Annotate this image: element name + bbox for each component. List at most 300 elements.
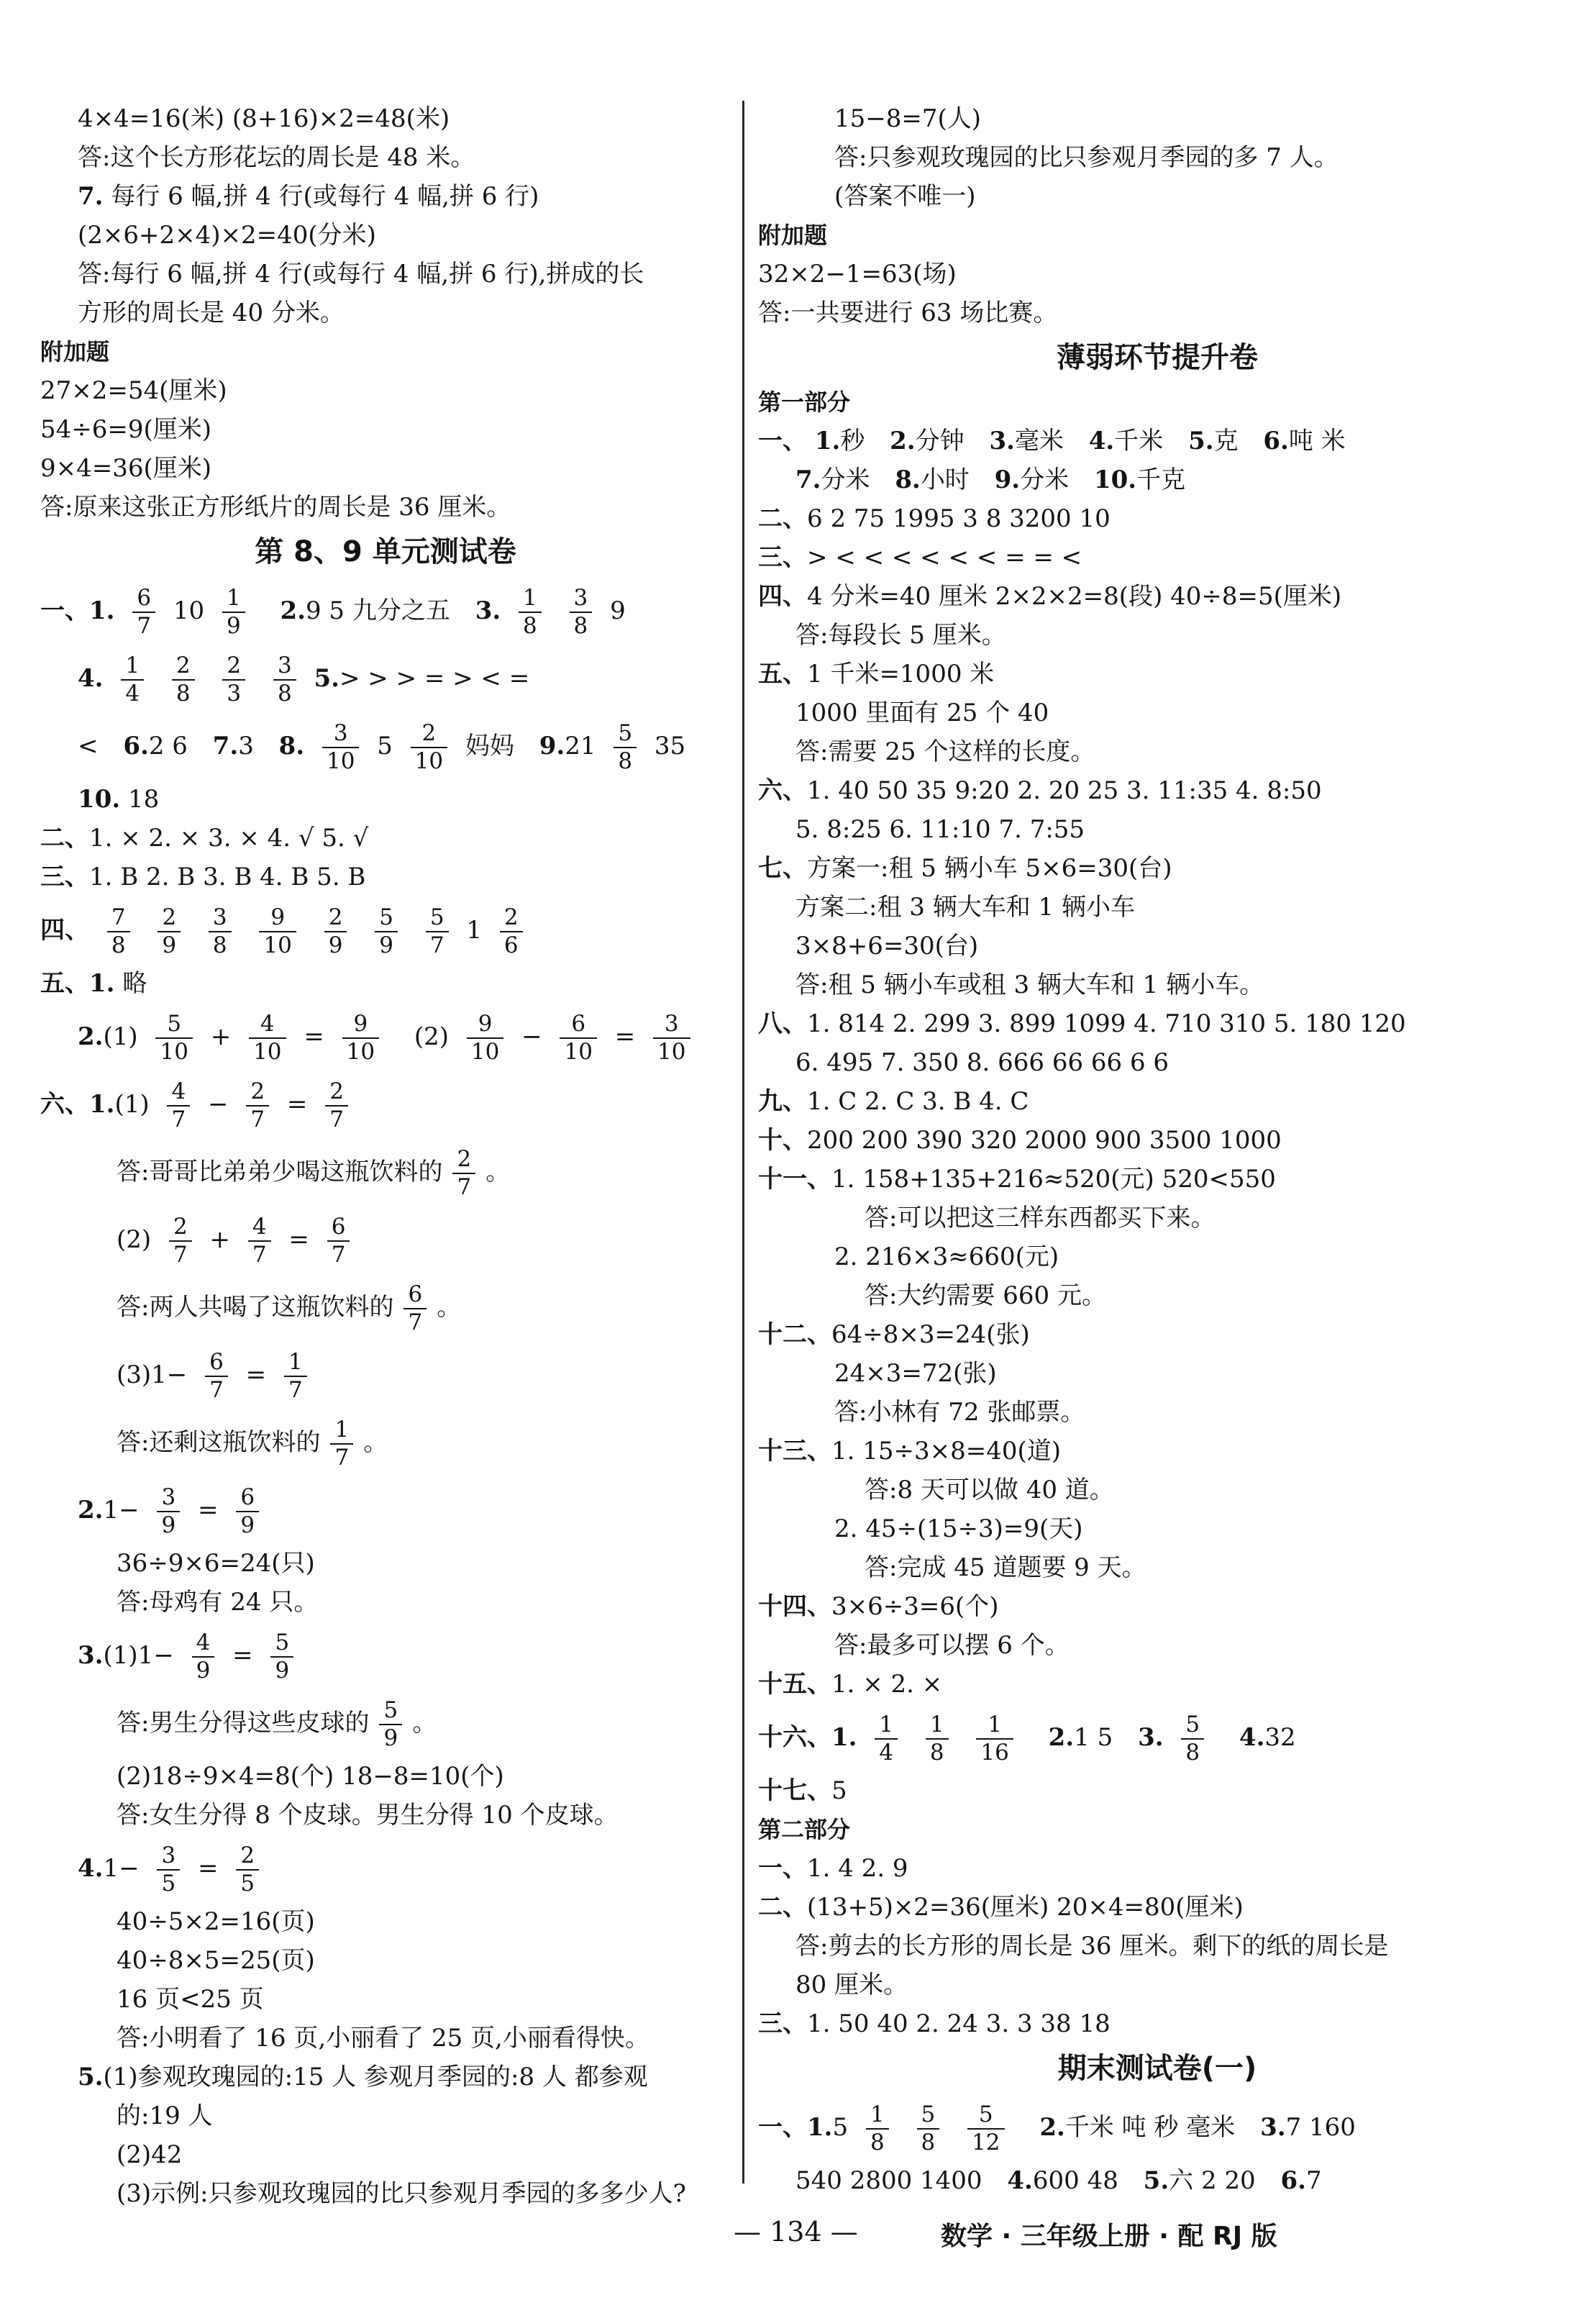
value: 9 — [610, 596, 626, 625]
section-title: 期末测试卷(一) — [1057, 2052, 1257, 2085]
text-line: 3×8+6=30(台) — [795, 932, 979, 960]
item-number: 3. — [475, 596, 501, 625]
text-line: (答案不唯一) — [834, 182, 976, 211]
item-number: 2. — [78, 1496, 104, 1525]
part-label: 八、 — [758, 1009, 807, 1038]
fraction: $\frac{7}{8}$ — [107, 907, 130, 957]
value: 1. 4 2. 9 — [807, 1854, 908, 1883]
value: 克 — [1213, 427, 1239, 455]
item-number: 2. — [280, 596, 306, 625]
punctuation: 。 — [485, 1158, 511, 1186]
left-column — [40, 99, 731, 2213]
text-line: 方形的周长是 40 分米。 — [78, 299, 345, 327]
fraction: $\frac{1}{4}$ — [875, 1714, 898, 1764]
operator: − — [119, 1496, 140, 1525]
fraction: $\frac{3}{8}$ — [273, 655, 296, 705]
answer-line — [40, 896, 731, 964]
answer-text: 答:两人共喝了这瓶饮料的 — [117, 1293, 394, 1322]
part-label: 三、 — [758, 2009, 807, 2038]
answer-line — [40, 1476, 731, 1544]
part-label: 七、 — [758, 854, 807, 883]
answer-line — [758, 1315, 1556, 1354]
text-line: 80 厘米。 — [795, 1971, 908, 1999]
value: 18 — [127, 785, 160, 814]
item-number: 1. — [89, 1090, 115, 1119]
text-line: 1000 里面有 25 个 40 — [795, 699, 1049, 727]
fraction: $\frac{3}{10}$ — [322, 722, 359, 773]
part-label: 六、 — [40, 1090, 89, 1119]
fraction: $\frac{2}{5}$ — [236, 1845, 259, 1895]
answer-line — [758, 422, 1556, 460]
value: 1. 814 2. 299 3. 899 1099 4. 710 310 5. 180 120 — [807, 1009, 1406, 1038]
part-label: 二、 — [758, 504, 807, 533]
item-number: 1. — [807, 2113, 833, 2142]
part-label: 一、 — [40, 596, 89, 625]
text-line: 54÷6=9(厘米) — [40, 415, 212, 444]
fraction: $\frac{2}{7}$ — [325, 1081, 348, 1131]
page-number: — 134 — — [734, 2216, 858, 2248]
value: 1. × 2. × 3. × 4. √ 5. √ — [89, 824, 369, 853]
part-label: 九、 — [758, 1087, 807, 1116]
item-number: 2. — [1039, 2113, 1065, 2142]
operator: − — [153, 1641, 174, 1670]
fraction: $\frac{4}{7}$ — [248, 1216, 271, 1266]
item-number: 2. — [1048, 1723, 1075, 1752]
value: 3×6÷3=6(个) — [831, 1592, 999, 1621]
fraction: $\frac{3}{5}$ — [157, 1845, 180, 1895]
answer-line — [40, 1689, 731, 1757]
answer-line — [758, 1888, 1556, 1927]
text-line: (2×6+2×4)×2=40(分米) — [78, 221, 376, 250]
text-line: 的:19 人 — [117, 2102, 213, 2130]
fraction: $\frac{2}{10}$ — [411, 722, 447, 773]
operator: = — [304, 1022, 324, 1051]
answer-line — [758, 538, 1556, 577]
answer-line — [758, 577, 1556, 616]
part-label: 十五、 — [758, 1670, 831, 1699]
fraction: $\frac{4}{9}$ — [192, 1632, 215, 1682]
fraction: $\frac{2}{6}$ — [500, 907, 523, 957]
column-divider — [742, 101, 744, 2184]
item-number: 7. — [212, 732, 239, 760]
answer-line — [758, 2161, 1556, 2200]
value: 分米 — [1020, 465, 1070, 494]
operator: − — [166, 1360, 188, 1389]
answer-line — [40, 1138, 731, 1206]
text-line: 答:每行 6 幅,拼 4 行(或每行 4 幅,拼 6 行),拼成的长 — [78, 260, 644, 288]
value: 分米 — [821, 465, 870, 494]
text-line: 答:8 天可以做 40 道。 — [865, 1476, 1114, 1504]
value: 2 6 — [148, 732, 188, 760]
answer-line — [758, 1704, 1556, 1771]
value: 10 — [173, 596, 205, 625]
answer-line — [758, 849, 1556, 888]
item-number: 1. — [89, 596, 115, 625]
fraction: $\frac{6}{10}$ — [560, 1013, 596, 1063]
fraction: $\frac{2}{9}$ — [324, 907, 347, 957]
value: 1. 15÷3×8=40(道) — [831, 1437, 1062, 1466]
value: 略 — [122, 969, 147, 998]
answer-line — [40, 1273, 731, 1341]
item-number: 2. — [890, 427, 916, 455]
fraction: $\frac{5}{10}$ — [155, 1013, 192, 1063]
value: 1. C 2. C 3. B 4. C — [807, 1087, 1029, 1116]
item-number: 8. — [895, 465, 921, 494]
part-label: 四、 — [758, 582, 807, 611]
item-number: 5. — [1143, 2166, 1169, 2195]
text-line: 答:大约需要 660 元。 — [865, 1281, 1106, 1310]
operator: − — [208, 1090, 229, 1119]
item-number: 4. — [78, 1854, 104, 1883]
value: (1) — [103, 1022, 138, 1051]
fraction: $\frac{1}{7}$ — [284, 1351, 307, 1401]
part-label: 二、 — [40, 824, 89, 853]
value: 1 — [466, 916, 482, 945]
value: 千克 — [1136, 465, 1186, 494]
section-title: 薄弱环节提升卷 — [1057, 341, 1258, 374]
value: 6 2 75 1995 3 8 3200 10 — [807, 504, 1111, 533]
item-number: 5. — [314, 664, 339, 693]
value: 1. B 2. B 3. B 4. B 5. B — [89, 863, 366, 891]
item-number: 10. — [1093, 465, 1137, 494]
value: 3 — [238, 732, 254, 760]
item-number: 4. — [1007, 2166, 1033, 2195]
text-line — [40, 177, 731, 216]
answer-text: 答:还剩这瓶饮料的 — [117, 1428, 321, 1457]
operator: = — [286, 1090, 308, 1119]
value: 分钟 — [915, 427, 965, 455]
value: > < < < < < < = = < — [807, 543, 1082, 572]
part-label: 十六、 — [758, 1723, 831, 1752]
answer-line — [758, 2094, 1556, 2161]
operator: = — [198, 1854, 219, 1883]
text-line: (2)18÷9×4=8(个) 18−8=10(个) — [117, 1762, 504, 1791]
answer-line — [40, 819, 731, 858]
fraction: $\frac{6}{9}$ — [236, 1486, 259, 1537]
part-label: 三、 — [40, 863, 89, 891]
value: 1. × 2. × — [831, 1670, 943, 1699]
fraction: $\frac{1}{8}$ — [866, 2104, 889, 2154]
item-number: 3. — [989, 427, 1015, 455]
page-footer — [0, 2216, 1596, 2259]
book-info: 数学 · 三年级上册 · 配 RJ 版 — [941, 2222, 1277, 2251]
item-number: 4. — [1239, 1723, 1265, 1752]
text-line: 答:女生分得 8 个皮球。男生分得 10 个皮球。 — [117, 1801, 619, 1830]
fraction: $\frac{1}{7}$ — [330, 1419, 353, 1469]
fraction: $\frac{2}{8}$ — [172, 655, 195, 705]
operator: = — [198, 1496, 219, 1525]
text-line: 答:完成 45 道题要 9 天。 — [865, 1553, 1146, 1582]
fraction: $\frac{5}{9}$ — [379, 1699, 402, 1750]
value: 秒 — [840, 427, 865, 455]
value: 六 2 20 — [1169, 2166, 1256, 2195]
part-label: 六、 — [758, 776, 807, 805]
text-line: 答:只参观玫瑰园的比只参观月季园的多 7 人。 — [834, 143, 1339, 172]
fraction: $\frac{6}{7}$ — [403, 1284, 427, 1334]
fraction: $\frac{4}{10}$ — [249, 1013, 286, 1063]
fraction: $\frac{5}{12}$ — [967, 2104, 1004, 2154]
value: 1 千米=1000 米 — [807, 660, 995, 689]
fraction: $\frac{1}{8}$ — [519, 587, 542, 637]
item-number: 3. — [78, 1641, 104, 1670]
item-number: 6. — [123, 732, 149, 760]
answer-line — [40, 2058, 731, 2096]
value: 1 — [103, 1854, 119, 1883]
fraction: $\frac{3}{9}$ — [157, 1486, 180, 1537]
answer-line — [40, 1622, 731, 1689]
fraction: $\frac{9}{10}$ — [342, 1013, 379, 1063]
value: 21 — [565, 732, 596, 760]
text-line: 答:每段长 5 厘米。 — [795, 621, 1006, 650]
part-label: 十三、 — [758, 1437, 831, 1466]
value: 1. 158+135+216≈520(元) 520<550 — [831, 1165, 1276, 1194]
text-line: 答:原来这张正方形纸片的周长是 36 厘米。 — [40, 493, 511, 522]
answer-line — [758, 1849, 1556, 1888]
text-line: (2)42 — [117, 2140, 183, 2169]
operator: − — [119, 1854, 140, 1883]
fraction: $\frac{9}{10}$ — [259, 907, 296, 957]
text-line: (3)示例:只参观玫瑰园的比只参观月季园的多多少人? — [117, 2179, 686, 2208]
part-label: 四、 — [40, 916, 89, 945]
fraction: $\frac{3}{10}$ — [653, 1013, 690, 1063]
fraction: $\frac{1}{8}$ — [926, 1714, 949, 1764]
text-line: 答:小林有 72 张邮票。 — [834, 1398, 1085, 1427]
fraction: $\frac{3}{8}$ — [570, 587, 593, 637]
value: 1. 50 40 2. 24 3. 3 38 18 — [807, 2009, 1111, 2038]
answer-text: 答:哥哥比弟弟少喝这瓶饮料的 — [117, 1158, 443, 1186]
answer-line — [758, 1160, 1556, 1199]
item-number: 9. — [539, 732, 565, 760]
answer-line — [40, 712, 731, 780]
item-number: 2. — [78, 1022, 104, 1051]
value: 1. 40 50 35 9:20 2. 20 25 3. 11:35 4. 8:50 — [807, 776, 1322, 805]
answer-line — [40, 964, 731, 1003]
value: 毫米 — [1014, 427, 1064, 455]
answer-line — [40, 1206, 731, 1273]
part-heading: 第一部分 — [758, 389, 851, 416]
part-label: 十七、 — [758, 1776, 831, 1805]
value: 千米 — [1114, 427, 1164, 455]
text-line: 36÷9×6=24(只) — [117, 1549, 315, 1578]
value: 吨 米 — [1288, 427, 1346, 455]
item-number: 4. — [78, 664, 104, 693]
fraction: $\frac{5}{8}$ — [1181, 1714, 1204, 1764]
text-line: 9×4=36(厘米) — [40, 454, 212, 483]
answer-line — [758, 2004, 1556, 2043]
item-number: 5. — [1188, 427, 1214, 455]
text-line: 15−8=7(人) — [834, 104, 982, 133]
value: (13+5)×2=36(厘米) 20×4=80(厘米) — [807, 1893, 1244, 1922]
item-number: 1. — [831, 1723, 857, 1752]
part-label: 二、 — [758, 1893, 807, 1922]
item-number: 8. — [278, 732, 305, 760]
operator: = — [288, 1225, 309, 1254]
text-line: 答:母鸡有 24 只。 — [117, 1588, 319, 1617]
part-label: 十二、 — [758, 1320, 831, 1349]
answer-line — [758, 499, 1556, 538]
value: (1)1 — [103, 1641, 154, 1670]
fraction: $\frac{5}{7}$ — [426, 907, 449, 957]
text-line: 方案二:租 3 辆大车和 1 辆小车 — [795, 893, 1135, 922]
value: 1 — [103, 1496, 119, 1525]
value: 5 — [832, 2113, 849, 2142]
answer-text: (1)参观玫瑰园的:15 人 参观月季园的:8 人 都参观 — [103, 2063, 648, 2091]
punctuation: 。 — [412, 1709, 437, 1737]
fraction: $\frac{2}{7}$ — [169, 1216, 192, 1266]
text-line: 答:租 5 辆小车或租 3 辆大车和 1 辆小车。 — [795, 971, 1264, 999]
fraction: $\frac{5}{9}$ — [270, 1632, 293, 1682]
text-line: 5. 8:25 6. 11:10 7. 7:55 — [795, 815, 1085, 844]
punctuation: 。 — [363, 1428, 388, 1457]
text-line: 27×2=54(厘米) — [40, 376, 227, 405]
answer-line — [40, 1409, 731, 1476]
text-line: 6. 495 7. 350 8. 666 66 66 6 6 — [795, 1048, 1169, 1077]
answer-line — [40, 1003, 731, 1071]
fraction: $\frac{6}{7}$ — [327, 1216, 350, 1266]
text-line: 32×2−1=63(场) — [758, 260, 957, 288]
answer-line — [758, 1665, 1556, 1704]
item-number: 1. — [814, 427, 841, 455]
answer-line — [40, 858, 731, 896]
value: 9 5 九分之五 — [305, 596, 450, 625]
value: 200 200 390 320 2000 900 3500 1000 — [807, 1126, 1282, 1155]
part-label: 五、 — [758, 660, 807, 689]
text-line: 答:小明看了 16 页,小丽看了 25 页,小丽看得快。 — [117, 2024, 649, 2053]
text-line: 答:一共要进行 63 场比赛。 — [758, 299, 1058, 327]
fraction: $\frac{1}{4}$ — [121, 655, 144, 705]
answer-line — [40, 1341, 731, 1409]
text-line: 4×4=16(米) (8+16)×2=48(米) — [78, 104, 450, 133]
fraction: $\frac{5}{8}$ — [917, 2104, 940, 2154]
operator: + — [209, 1225, 231, 1254]
value: < — [78, 732, 99, 760]
item-number: 5. — [78, 2063, 104, 2091]
value: (2) — [117, 1225, 152, 1254]
fraction: $\frac{2}{7}$ — [452, 1148, 475, 1199]
answer-line — [40, 1835, 731, 1902]
fraction: $\frac{2}{7}$ — [246, 1081, 269, 1131]
answer-line — [40, 1071, 731, 1138]
item-number: 7. — [78, 182, 104, 211]
text-line: 40÷5×2=16(页) — [117, 1907, 315, 1936]
value: 600 48 — [1032, 2166, 1118, 2195]
value: 妈妈 — [465, 732, 514, 760]
value: > > > = > < = — [339, 664, 530, 693]
item-number: 3. — [1138, 1723, 1164, 1752]
answer-text: 每行 6 幅,拼 4 行(或每行 4 幅,拼 6 行) — [111, 182, 539, 211]
value: 5 — [831, 1776, 847, 1805]
text-line: 答:可以把这三样东西都买下来。 — [865, 1204, 1216, 1232]
item-number: 1. — [89, 969, 115, 998]
part-label: 三、 — [758, 543, 807, 572]
value: (3)1 — [117, 1360, 167, 1389]
value: 4 分米=40 厘米 2×2×2=8(段) 40÷8=5(厘米) — [807, 582, 1342, 611]
text-line: 答:剪去的长方形的周长是 36 厘米。剩下的纸的周长是 — [795, 1932, 1389, 1961]
answer-line — [758, 1121, 1556, 1160]
punctuation: 。 — [437, 1293, 462, 1322]
value: 64÷8×3=24(张) — [831, 1320, 1030, 1349]
fraction: $\frac{1}{16}$ — [976, 1714, 1013, 1764]
answer-text: 答:男生分得这些皮球的 — [117, 1709, 370, 1737]
answer-line — [758, 1587, 1556, 1626]
text-line: 答:需要 25 个这样的长度。 — [795, 737, 1095, 766]
fraction: $\frac{5}{9}$ — [375, 907, 398, 957]
value: 32 — [1264, 1723, 1296, 1752]
fraction: $\frac{9}{10}$ — [467, 1013, 503, 1063]
operator: = — [245, 1360, 267, 1389]
value: (2) — [414, 1022, 450, 1051]
value: 35 — [654, 732, 686, 760]
answer-line — [40, 577, 731, 645]
text-line: 24×3=72(张) — [834, 1359, 997, 1388]
fraction: $\frac{2}{3}$ — [222, 655, 245, 705]
item-number: 6. — [1280, 2166, 1306, 2195]
operator: = — [614, 1022, 636, 1051]
fraction: $\frac{2}{9}$ — [158, 907, 181, 957]
fraction: $\frac{5}{8}$ — [614, 722, 637, 773]
item-number: 7. — [795, 465, 821, 494]
value: 方案一:租 5 辆小车 5×6=30(台) — [807, 854, 1172, 883]
operator: = — [232, 1641, 253, 1670]
fraction: $\frac{6}{7}$ — [132, 587, 155, 637]
text-line: 16 页<25 页 — [117, 1985, 264, 2014]
section-heading: 附加题 — [40, 338, 110, 365]
value: 540 2800 1400 — [795, 2166, 982, 2195]
item-number: 9. — [994, 465, 1021, 494]
text-line: 2. 216×3≈660(元) — [834, 1242, 1059, 1271]
part-label: 五、 — [40, 969, 89, 998]
answer-line — [758, 1082, 1556, 1121]
part-label: 十四、 — [758, 1592, 831, 1621]
fraction: $\frac{3}{8}$ — [209, 907, 232, 957]
part-label: 一、 — [758, 1854, 807, 1883]
item-number: 4. — [1088, 427, 1115, 455]
fraction: $\frac{1}{9}$ — [222, 587, 245, 637]
fraction: $\frac{4}{7}$ — [167, 1081, 190, 1131]
part-heading: 第二部分 — [758, 1816, 851, 1843]
answer-line — [40, 645, 731, 712]
value: 1 5 — [1074, 1723, 1113, 1752]
text-line: 答:这个长方形花坛的周长是 48 米。 — [78, 143, 475, 172]
value: 5 — [377, 732, 393, 760]
answer-line — [758, 1004, 1556, 1043]
value: 千米 吨 秒 毫米 — [1064, 2113, 1236, 2142]
operator: − — [521, 1022, 542, 1051]
answer-line — [758, 460, 1556, 499]
section-heading: 附加题 — [758, 222, 828, 249]
text-line: 40÷8×5=25(页) — [117, 1946, 315, 1975]
part-label: 十、 — [758, 1126, 807, 1155]
value: 7 160 — [1285, 2113, 1356, 2142]
answer-line — [758, 771, 1556, 810]
item-number: 3. — [1260, 2113, 1286, 2142]
value: 7 — [1306, 2166, 1322, 2195]
right-column — [758, 99, 1556, 2200]
part-label: 十一、 — [758, 1165, 831, 1194]
text-line: 2. 45÷(15÷3)=9(天) — [834, 1514, 1083, 1543]
answer-line — [758, 1771, 1556, 1810]
item-number: 10. — [78, 785, 121, 814]
text-line: 答:最多可以摆 6 个。 — [834, 1631, 1070, 1660]
value: (1) — [114, 1090, 150, 1119]
answer-line — [758, 655, 1556, 694]
part-label: 一、 — [758, 427, 807, 455]
answer-line — [40, 780, 731, 819]
fraction: $\frac{6}{7}$ — [205, 1351, 228, 1401]
answer-line — [758, 1432, 1556, 1471]
part-label: 一、 — [758, 2113, 807, 2142]
item-number: 6. — [1263, 427, 1289, 455]
